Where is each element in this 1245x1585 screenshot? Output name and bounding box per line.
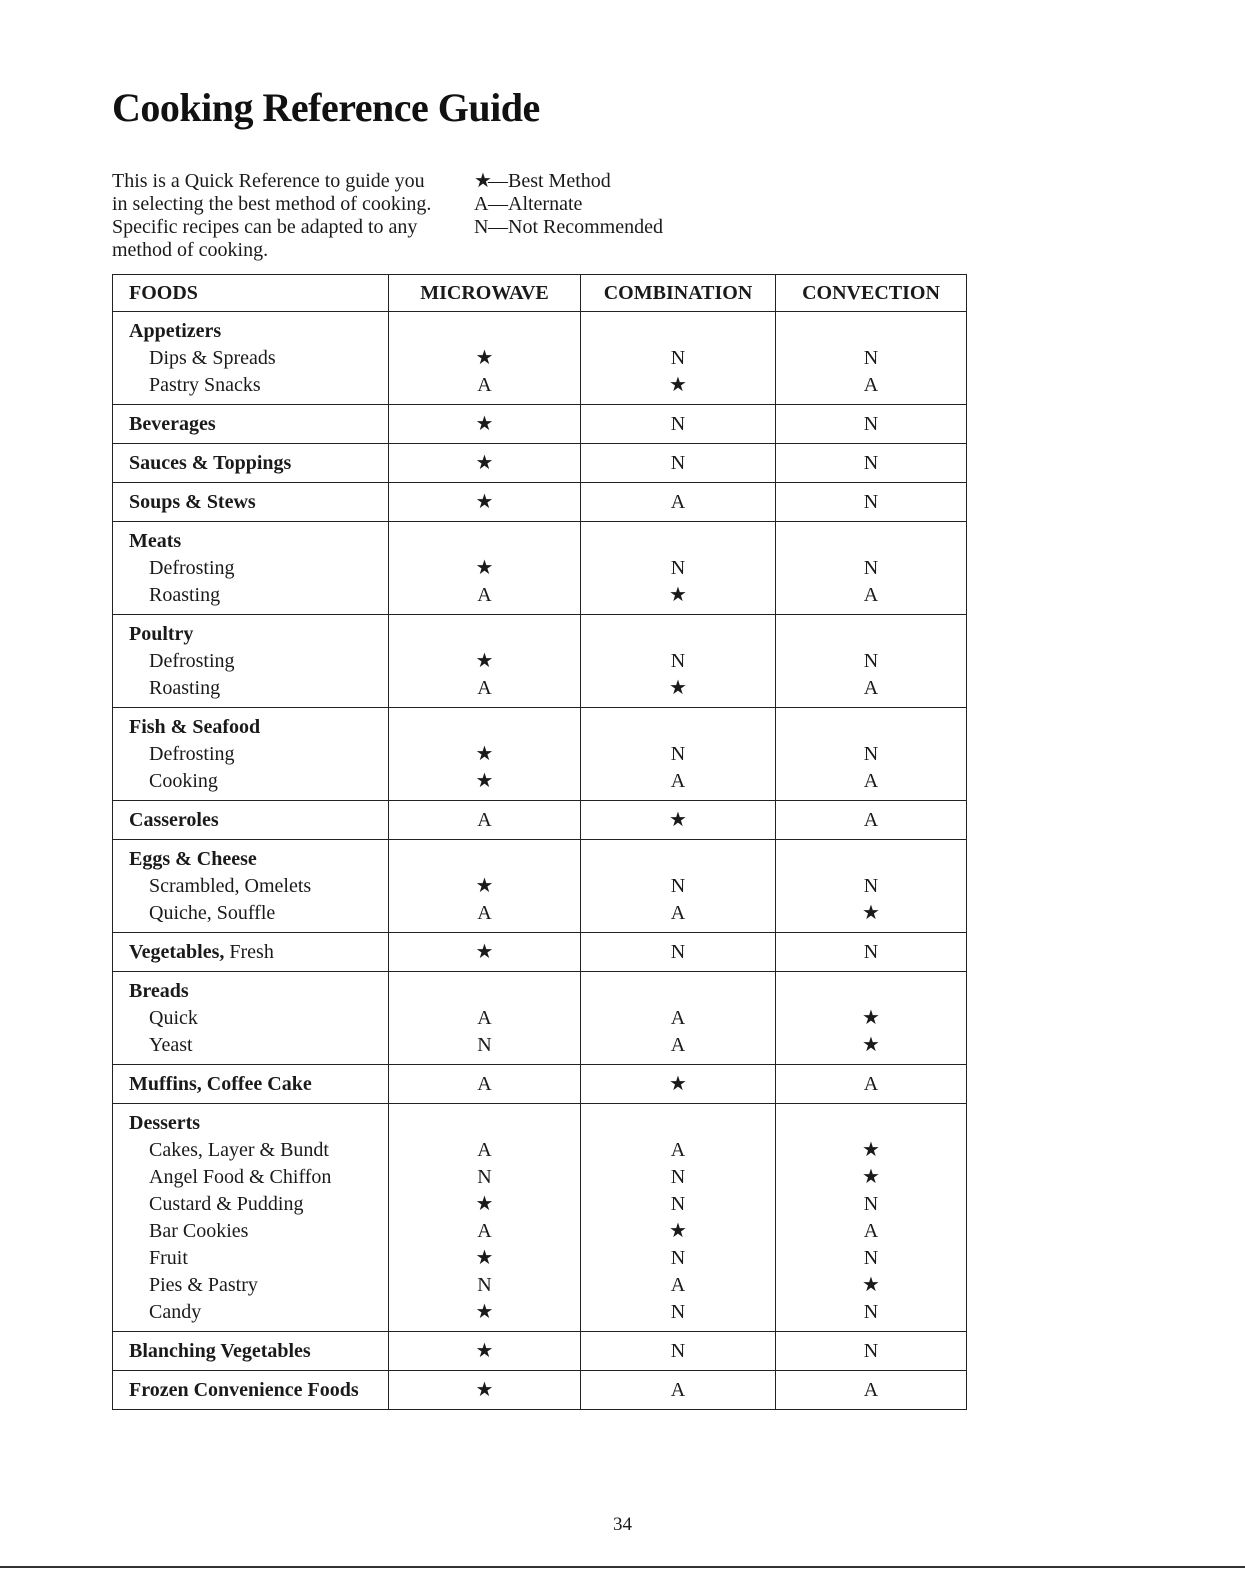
combination-rating: N	[670, 650, 686, 672]
food-item: Cooking	[149, 770, 218, 792]
combination-cell	[581, 405, 776, 444]
combination-cell	[581, 1104, 776, 1332]
food-item: Roasting	[149, 584, 221, 606]
table-body	[113, 312, 967, 1410]
spacer	[776, 1110, 966, 1137]
convection-rating: ★	[862, 1139, 880, 1161]
convection-cell	[776, 522, 967, 615]
food-category	[113, 1071, 388, 1098]
combination-rating: N	[670, 875, 686, 897]
microwave-cell	[389, 522, 581, 615]
food-category	[113, 1338, 388, 1365]
legend	[474, 170, 663, 239]
convection-rating: N	[863, 413, 879, 435]
combination-rating: N	[670, 1166, 686, 1188]
food-category	[113, 318, 388, 345]
food-cell	[113, 1332, 389, 1371]
convection-rating: N	[863, 557, 879, 579]
category-label: Fish & Seafood	[129, 716, 261, 738]
combination-cell	[581, 312, 776, 405]
table-row	[113, 1371, 967, 1410]
microwave-cell	[389, 615, 581, 708]
table-row	[113, 405, 967, 444]
convection-rating: N	[863, 347, 879, 369]
header-foods: FOODS	[113, 275, 389, 312]
microwave-rating: N	[477, 1274, 492, 1296]
convection-rating: N	[863, 875, 879, 897]
combination-rating: ★	[669, 1073, 687, 1095]
table-row	[113, 444, 967, 483]
microwave-rating: ★	[475, 557, 494, 579]
category-label: Meats	[129, 530, 182, 552]
microwave-cell	[389, 405, 581, 444]
convection-cell	[776, 708, 967, 801]
spacer	[581, 528, 775, 555]
microwave-rating: ★	[475, 452, 494, 474]
food-item: Candy	[149, 1301, 202, 1323]
microwave-rating: A	[477, 677, 492, 699]
microwave-cell	[389, 933, 581, 972]
combination-cell	[581, 972, 776, 1065]
food-cell	[113, 933, 389, 972]
convection-rating: N	[863, 743, 879, 765]
microwave-rating: N	[477, 1034, 492, 1056]
convection-rating: A	[863, 584, 879, 606]
microwave-rating: ★	[475, 875, 494, 897]
spacer	[389, 846, 580, 873]
microwave-cell	[389, 801, 581, 840]
food-cell	[113, 522, 389, 615]
food-cell	[113, 1371, 389, 1410]
table-row	[113, 615, 967, 708]
table-row	[113, 1065, 967, 1104]
category-label: Eggs & Cheese	[129, 848, 257, 870]
convection-rating: A	[863, 1379, 879, 1401]
convection-rating: A	[863, 1073, 879, 1095]
table-row	[113, 1332, 967, 1371]
category-label: Desserts	[129, 1112, 201, 1134]
microwave-rating: ★	[475, 1193, 494, 1215]
food-category	[113, 1377, 388, 1404]
convection-cell	[776, 1332, 967, 1371]
spacer	[776, 978, 966, 1005]
microwave-rating: A	[477, 584, 492, 606]
table-row	[113, 483, 967, 522]
food-item: Quick	[149, 1007, 198, 1029]
combination-rating: N	[670, 1340, 686, 1362]
spacer	[776, 846, 966, 873]
combination-rating: N	[670, 1193, 686, 1215]
category-suffix: Fresh	[224, 941, 274, 963]
spacer	[581, 978, 775, 1005]
legend-text: —Not Recommended	[488, 216, 663, 238]
food-item: Pies & Pastry	[149, 1274, 258, 1296]
header-convection: CONVECTION	[776, 275, 967, 312]
food-category	[113, 978, 388, 1005]
combination-cell	[581, 615, 776, 708]
combination-rating: A	[670, 1274, 686, 1296]
food-cell	[113, 312, 389, 405]
legend-item-alternate	[474, 193, 663, 216]
convection-rating: A	[863, 1220, 879, 1242]
combination-cell	[581, 483, 776, 522]
category-label: Sauces & Toppings	[129, 452, 292, 474]
food-item: Custard & Pudding	[149, 1193, 304, 1215]
food-item: Quiche, Souffle	[149, 902, 276, 924]
spacer	[776, 318, 966, 345]
convection-rating: N	[863, 1340, 879, 1362]
microwave-rating: ★	[475, 770, 494, 792]
page-title: Cooking Reference Guide	[112, 85, 540, 130]
convection-rating: N	[863, 1247, 879, 1269]
category-label: Poultry	[129, 623, 194, 645]
convection-cell	[776, 801, 967, 840]
convection-rating: ★	[862, 902, 880, 924]
table-row	[113, 1104, 967, 1332]
header-microwave: MICROWAVE	[389, 275, 581, 312]
combination-rating: A	[670, 1007, 686, 1029]
food-item: Roasting	[149, 677, 221, 699]
spacer	[389, 978, 580, 1005]
spacer	[389, 318, 580, 345]
category-label: Soups & Stews	[129, 491, 256, 513]
microwave-cell	[389, 1371, 581, 1410]
category-label: Vegetables,	[129, 941, 225, 963]
microwave-cell	[389, 312, 581, 405]
convection-rating: N	[863, 491, 879, 513]
category-label: Frozen Convenience Foods	[129, 1379, 359, 1401]
food-item: Scrambled, Omelets	[149, 875, 312, 897]
microwave-cell	[389, 1332, 581, 1371]
combination-rating: A	[670, 1139, 686, 1161]
microwave-cell	[389, 1104, 581, 1332]
food-item: Defrosting	[149, 650, 235, 672]
cooking-reference-table	[112, 274, 967, 1410]
food-cell	[113, 444, 389, 483]
food-item: Pastry Snacks	[149, 374, 261, 396]
category-label: Breads	[129, 980, 189, 1002]
combination-cell	[581, 801, 776, 840]
food-category	[113, 939, 388, 966]
microwave-cell	[389, 483, 581, 522]
food-category	[113, 450, 388, 477]
food-item: Fruit	[149, 1247, 188, 1269]
microwave-rating: ★	[475, 491, 494, 513]
table-row	[113, 312, 967, 405]
category-label: Beverages	[129, 413, 216, 435]
microwave-cell	[389, 840, 581, 933]
convection-rating: N	[863, 941, 879, 963]
legend-item-not-recommended	[474, 216, 663, 239]
food-cell	[113, 1065, 389, 1104]
header-combination: COMBINATION	[581, 275, 776, 312]
spacer	[581, 1110, 775, 1137]
convection-cell	[776, 933, 967, 972]
convection-rating: N	[863, 1193, 879, 1215]
microwave-rating: N	[477, 1166, 492, 1188]
food-category	[113, 807, 388, 834]
spacer	[581, 714, 775, 741]
spacer	[776, 528, 966, 555]
convection-cell	[776, 405, 967, 444]
category-label: Casseroles	[129, 809, 219, 831]
table-row	[113, 708, 967, 801]
microwave-rating: A	[477, 1139, 492, 1161]
category-label: Muffins, Coffee Cake	[129, 1073, 312, 1095]
convection-cell	[776, 483, 967, 522]
intro-paragraph: This is a Quick Reference to guide you in selecting the best method of cooking. Specific recipes can be adapted to any method of cooking.	[112, 170, 432, 261]
food-cell	[113, 483, 389, 522]
combination-cell	[581, 1332, 776, 1371]
food-item: Cakes, Layer & Bundt	[149, 1139, 329, 1161]
legend-symbol: ★	[474, 170, 492, 192]
legend-symbol: A	[474, 193, 489, 215]
convection-rating: ★	[862, 1166, 880, 1188]
microwave-rating: A	[477, 374, 492, 396]
microwave-rating: ★	[475, 650, 494, 672]
convection-rating: A	[863, 374, 879, 396]
convection-cell	[776, 1371, 967, 1410]
microwave-cell	[389, 1065, 581, 1104]
microwave-rating: ★	[475, 413, 494, 435]
microwave-rating: ★	[475, 1340, 494, 1362]
spacer	[389, 528, 580, 555]
microwave-rating: A	[477, 1073, 492, 1095]
combination-rating: N	[670, 1247, 686, 1269]
food-cell	[113, 405, 389, 444]
table-row	[113, 522, 967, 615]
convection-rating: A	[863, 809, 879, 831]
spacer	[389, 714, 580, 741]
combination-rating: ★	[669, 1220, 687, 1242]
table-row	[113, 801, 967, 840]
legend-text: —Best Method	[488, 170, 611, 192]
legend-item-best	[474, 170, 663, 193]
food-category	[113, 489, 388, 516]
combination-cell	[581, 840, 776, 933]
food-item: Angel Food & Chiffon	[149, 1166, 332, 1188]
microwave-rating: A	[477, 1220, 492, 1242]
combination-rating: N	[670, 1301, 686, 1323]
food-category	[113, 1110, 388, 1137]
convection-rating: ★	[862, 1007, 880, 1029]
combination-rating: N	[670, 743, 686, 765]
food-item: Dips & Spreads	[149, 347, 276, 369]
table-header-row	[113, 275, 967, 312]
food-cell	[113, 972, 389, 1065]
spacer	[389, 621, 580, 648]
combination-rating: N	[670, 557, 686, 579]
spacer	[776, 714, 966, 741]
microwave-cell	[389, 708, 581, 801]
combination-cell	[581, 933, 776, 972]
food-category	[113, 621, 388, 648]
combination-rating: A	[670, 1034, 686, 1056]
combination-cell	[581, 708, 776, 801]
convection-rating: N	[863, 650, 879, 672]
legend-symbol: N	[474, 216, 489, 238]
table-row	[113, 840, 967, 933]
microwave-rating: A	[477, 809, 492, 831]
food-cell	[113, 801, 389, 840]
spacer	[581, 318, 775, 345]
food-cell	[113, 708, 389, 801]
combination-rating: ★	[669, 809, 687, 831]
food-category	[113, 714, 388, 741]
table-row	[113, 933, 967, 972]
microwave-cell	[389, 444, 581, 483]
food-item: Bar Cookies	[149, 1220, 249, 1242]
convection-rating: N	[863, 452, 879, 474]
combination-rating: A	[670, 491, 686, 513]
food-cell	[113, 1104, 389, 1332]
spacer	[776, 621, 966, 648]
convection-rating: A	[863, 677, 879, 699]
combination-rating: A	[670, 770, 686, 792]
microwave-rating: ★	[475, 1301, 494, 1323]
combination-rating: N	[670, 413, 686, 435]
convection-cell	[776, 840, 967, 933]
food-category	[113, 528, 388, 555]
combination-cell	[581, 522, 776, 615]
category-label: Blanching Vegetables	[129, 1340, 311, 1362]
combination-cell	[581, 444, 776, 483]
combination-rating: ★	[669, 584, 687, 606]
combination-cell	[581, 1371, 776, 1410]
convection-rating: ★	[862, 1274, 880, 1296]
microwave-cell	[389, 972, 581, 1065]
microwave-rating: ★	[475, 347, 494, 369]
combination-rating: N	[670, 347, 686, 369]
combination-rating: N	[670, 452, 686, 474]
spacer	[581, 621, 775, 648]
microwave-rating: ★	[475, 941, 494, 963]
legend-text: —Alternate	[488, 193, 583, 215]
microwave-rating: ★	[475, 1379, 494, 1401]
food-category	[113, 846, 388, 873]
category-label: Appetizers	[129, 320, 222, 342]
food-cell	[113, 615, 389, 708]
convection-rating: N	[863, 1301, 879, 1323]
microwave-rating: A	[477, 1007, 492, 1029]
convection-cell	[776, 1104, 967, 1332]
food-category	[113, 411, 388, 438]
spacer	[389, 1110, 580, 1137]
combination-rating: N	[670, 941, 686, 963]
spacer	[581, 846, 775, 873]
combination-rating: A	[670, 902, 686, 924]
page-number: 34	[613, 1514, 632, 1535]
food-cell	[113, 840, 389, 933]
convection-cell	[776, 444, 967, 483]
combination-rating: ★	[669, 374, 687, 396]
microwave-rating: ★	[475, 743, 494, 765]
table-row	[113, 972, 967, 1065]
convection-cell	[776, 1065, 967, 1104]
food-item: Defrosting	[149, 743, 235, 765]
combination-rating: ★	[669, 677, 687, 699]
bottom-rule	[0, 1566, 1245, 1568]
combination-rating: A	[670, 1379, 686, 1401]
microwave-rating: A	[477, 902, 492, 924]
microwave-rating: ★	[475, 1247, 494, 1269]
combination-cell	[581, 1065, 776, 1104]
convection-rating: A	[863, 770, 879, 792]
convection-rating: ★	[862, 1034, 880, 1056]
convection-cell	[776, 615, 967, 708]
convection-cell	[776, 312, 967, 405]
food-item: Defrosting	[149, 557, 235, 579]
food-item: Yeast	[149, 1034, 193, 1056]
convection-cell	[776, 972, 967, 1065]
